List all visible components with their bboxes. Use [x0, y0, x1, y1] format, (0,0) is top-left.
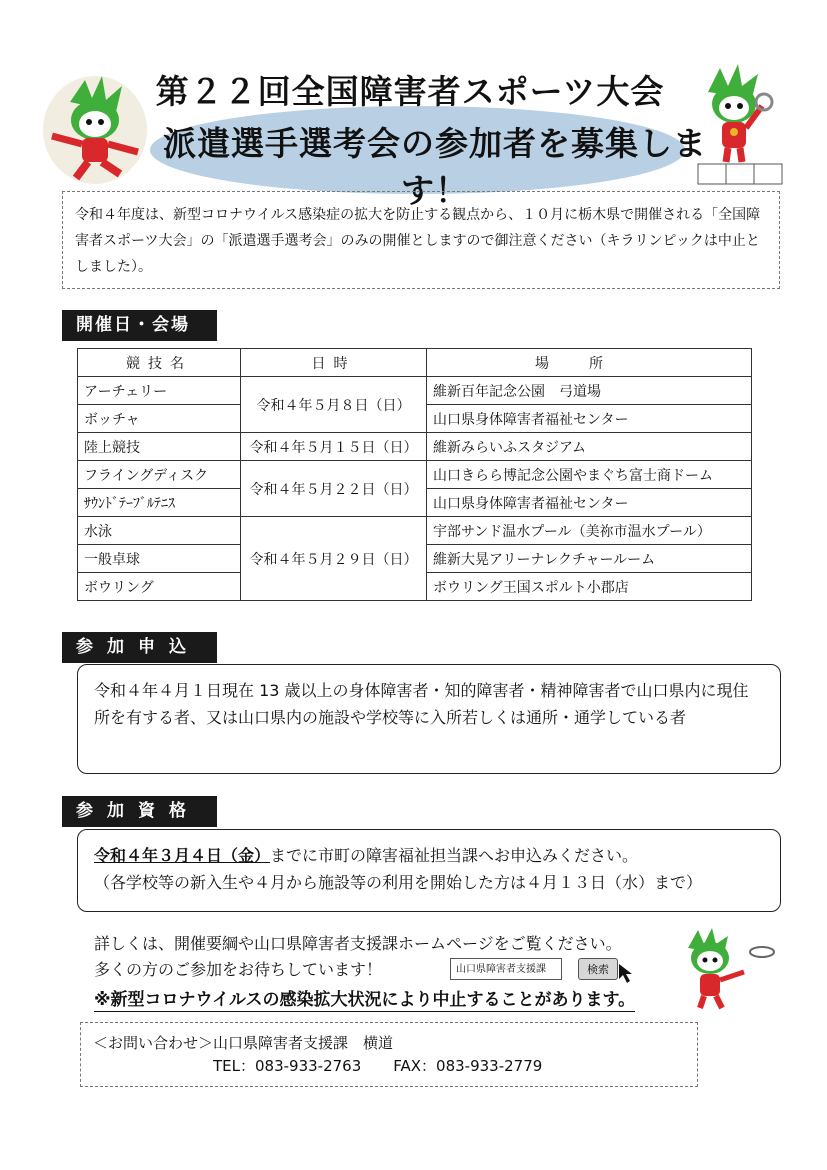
date-cell: 令和４年５月２９日（日） — [241, 517, 427, 601]
divider — [62, 825, 217, 827]
application-text: 令和４年４月１日現在 13 歳以上の身体障害者・知的障害者・精神障害者で山口県内に現住所を有する者、又は山口県内の施設や学校等に入所若しくは通所・通学している者 — [94, 681, 749, 727]
venue-cell: 維新大晃アリーナレクチャールーム — [427, 545, 752, 573]
sport-cell: 一般卓球 — [78, 545, 241, 573]
venue-cell: 山口県身体障害者福祉センター — [427, 405, 752, 433]
date-cell: 令和４年５月１５日（日） — [241, 433, 427, 461]
mascot-podium-icon — [690, 62, 785, 187]
welcome-text: 多くの方のご参加をお待ちしています！ — [94, 960, 383, 979]
column-header: 場所 — [427, 349, 752, 377]
schedule-table — [77, 348, 752, 601]
tel-number: TEL：083-933-2763 — [213, 1057, 362, 1075]
qualification-box — [77, 829, 781, 912]
deadline-suffix: までに市町の障害福祉担当課へお申込みください。 — [270, 846, 639, 865]
sport-cell: ｻｳﾝﾄﾞﾃｰﾌﾞﾙﾃﾆｽ — [78, 489, 241, 517]
venue-cell: 山口きらら博記念公園やまぐち富士商ドーム — [427, 461, 752, 489]
sport-cell: 水泳 — [78, 517, 241, 545]
sport-cell: ボウリング — [78, 573, 241, 601]
sport-cell: ボッチャ — [78, 405, 241, 433]
details-text: 詳しくは、開催要綱や山口県障害者支援課ホームページをご覧ください。 — [94, 934, 622, 953]
section-header-qualification — [62, 796, 217, 827]
search-button[interactable]: 検索 — [578, 958, 618, 980]
contact-line: ＜お問い合わせ＞山口県障害者支援課 横道 — [93, 1034, 394, 1052]
section-header-schedule — [62, 310, 217, 341]
column-header: 競技名 — [78, 349, 241, 377]
divider — [62, 339, 217, 341]
table-row — [78, 377, 752, 405]
application-box — [77, 664, 781, 774]
contact-box — [80, 1022, 698, 1087]
venue-cell: 維新みらいふスタジアム — [427, 433, 752, 461]
section-title: 開催日・会場 — [62, 310, 217, 341]
column-header: 日時 — [241, 349, 427, 377]
mascot-running-icon — [40, 72, 150, 187]
venue-cell: ボウリング王国スポルト小郡店 — [427, 573, 752, 601]
deadline-date: 令和４年３月４日（金） — [94, 846, 271, 865]
qualification-note: （各学校等の新入生や４月から施設等の利用を開始した方は４月１３日（水）まで） — [94, 873, 703, 892]
table-row — [78, 517, 752, 545]
fax-number: FAX：083-933-2779 — [393, 1057, 543, 1075]
page-title-line2: 派遣選手選考会の参加者を募集します！ — [163, 124, 707, 210]
intro-notice: 令和４年度は、新型コロナウイルス感染症の拡大を防止する観点から、１０月に栃木県で開催される「全国障害者スポーツ大会」の「派遣選手選考会」のみの開催としますので御注意ください（キラリンピックは中止としました）。 — [62, 191, 780, 289]
sport-cell: フライングディスク — [78, 461, 241, 489]
warning-text: ※新型コロナウイルスの感染拡大状況により中止することがあります。 — [94, 985, 635, 1012]
search-input[interactable]: 山口県障害者支援課 — [450, 958, 562, 980]
mascot-throwing-icon — [682, 928, 782, 1010]
venue-cell: 宇部サンド温水プール（美祢市温水プール） — [427, 517, 752, 545]
sport-cell: 陸上競技 — [78, 433, 241, 461]
sport-cell: アーチェリー — [78, 377, 241, 405]
qualification-line — [78, 830, 780, 869]
section-title: 参加申込 — [62, 632, 217, 663]
venue-cell: 山口県身体障害者福祉センター — [427, 489, 752, 517]
date-cell: 令和４年５月８日（日） — [241, 377, 427, 433]
page-title-line1: 第２２回全国障害者スポーツ大会 — [155, 72, 665, 111]
table-row — [78, 433, 752, 461]
divider — [62, 661, 217, 663]
table-row — [78, 461, 752, 489]
contact-phone-line — [93, 1055, 685, 1078]
section-header-application — [62, 632, 217, 663]
table-header-row — [78, 349, 752, 377]
section-title: 参加資格 — [62, 796, 217, 827]
date-cell: 令和４年５月２２日（日） — [241, 461, 427, 517]
venue-cell: 維新百年記念公園 弓道場 — [427, 377, 752, 405]
